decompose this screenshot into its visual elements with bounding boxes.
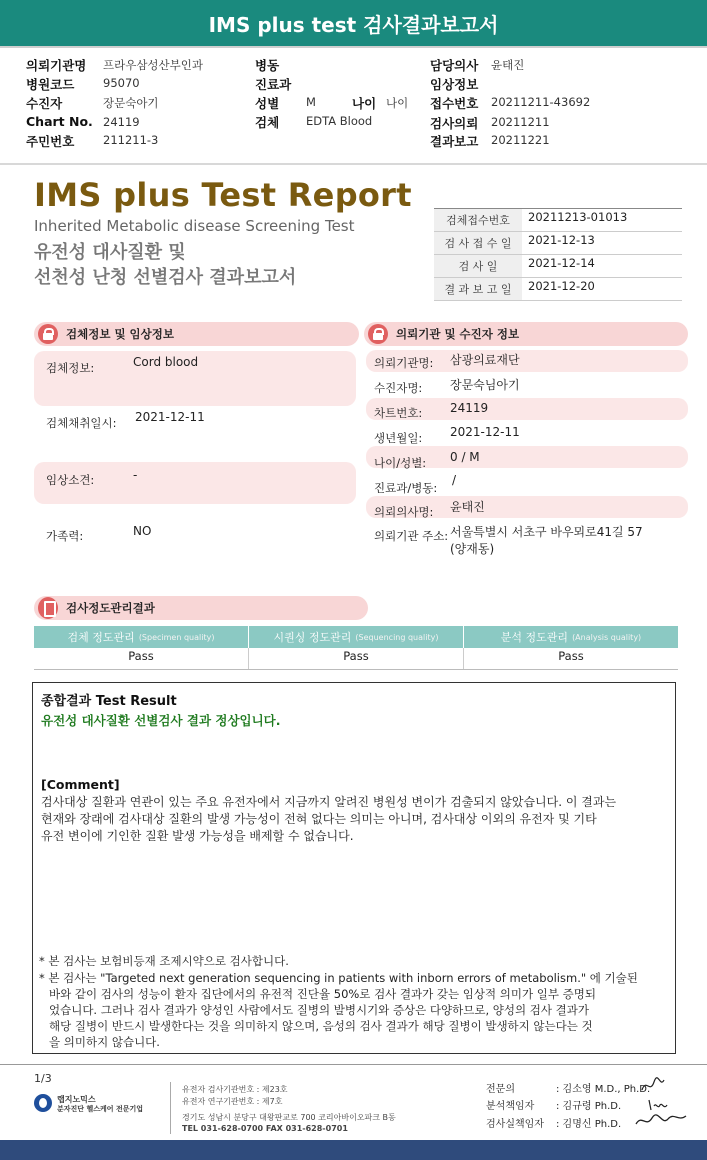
specimen-label: 검체채취일시: — [46, 416, 117, 430]
header-value: 윤태진 — [491, 58, 525, 72]
header-key: 접수번호 — [430, 96, 479, 111]
header-value: 장문숙아기 — [103, 96, 159, 110]
header-key: 의뢰기관명 — [26, 58, 87, 73]
note-line: 었습니다. 그러나 검사 결과가 양성인 사람에서도 질병의 발병시기와 증상은 다양하므로, 양성의 검사 결과가 — [49, 1003, 589, 1017]
qc-column-label-en: (Sequencing quality) — [355, 632, 439, 642]
note-line: 바와 같이 검사의 성능이 환자 집단에서의 유전적 진단율 50%로 검사 결과가 갖는 임상적 의미가 일부 증명되 — [49, 987, 596, 1001]
meta-value: 2021-12-14 — [528, 256, 595, 270]
document-title-bar — [0, 0, 707, 46]
specimen-label: 가족력: — [46, 529, 84, 543]
header-key: 성별 — [255, 96, 280, 111]
header-key: 수진자 — [26, 96, 63, 111]
clipboard-icon — [38, 597, 58, 619]
comment-line: 유전 변이에 기인한 질환 발생 가능성을 배제할 수 없습니다. — [41, 829, 354, 843]
note-line: * 본 검사는 보험비등재 조제시약으로 검사합니다. — [39, 954, 289, 968]
requester-value: / — [452, 473, 457, 487]
comment-heading: [Comment] — [41, 777, 120, 792]
report-title-ko-line1: 유전성 대사질환 및 — [34, 242, 186, 263]
header-value: 24119 — [103, 115, 140, 129]
header-key: Chart No. — [26, 114, 93, 129]
qc-section-title: 검사정도관리결과 — [66, 601, 155, 615]
requester-label: 의뢰기관 주소: — [374, 529, 449, 543]
qc-column-header — [249, 626, 464, 648]
specimen-label: 임상소견: — [46, 473, 95, 487]
signer-name: : 김명신 Ph.D. — [556, 1119, 622, 1130]
header-key: 진료과 — [255, 77, 292, 92]
specimen-section-title: 검체정보 및 임상정보 — [66, 327, 174, 341]
requester-value: 윤태진 — [450, 500, 485, 514]
signer-name: : 김규령 Ph.D. — [556, 1101, 622, 1112]
qc-column-label: 검체 정도관리 — [67, 631, 135, 644]
meta-key: 검 사 접 수 일 — [434, 232, 522, 254]
requester-value: 24119 — [450, 401, 489, 415]
specimen-value: 2021-12-11 — [135, 410, 205, 424]
comment-line: 검사대상 질환과 연관이 있는 주요 유전자에서 지금까지 알려진 병원성 변이가 검출되지 않았습니다. 이 결과는 — [41, 795, 617, 809]
requester-label: 나이/성별: — [374, 456, 427, 470]
meta-key: 결 과 보 고 일 — [434, 278, 522, 300]
header-key: 결과보고 — [430, 134, 479, 149]
requester-section-header — [364, 322, 688, 346]
comment-line: 현재와 장래에 검사대상 질환의 발생 가능성이 전혀 없다는 의미는 아니며, 검사대상 이외의 유전자 및 기타 — [41, 812, 597, 826]
requester-label: 진료과/병동: — [374, 481, 438, 495]
specimen-value: - — [133, 468, 138, 482]
lock-icon — [38, 324, 58, 344]
lock-icon — [368, 324, 388, 344]
footer-reg-line: 유전자 검사기관번호 : 제23호 — [182, 1085, 288, 1094]
header-key: 검사의뢰 — [430, 116, 479, 131]
requester-label: 수진자명: — [374, 381, 423, 395]
header-value: 프라우삼성산부인과 — [103, 58, 203, 72]
header-key: 검체 — [255, 115, 280, 130]
note-line: 을 의미하지 않습니다. — [49, 1035, 160, 1049]
signer-role: 검사실책임자 — [486, 1119, 544, 1130]
page-number: 1/3 — [34, 1072, 52, 1085]
document-title: IMS plus test 검사결과보고서 — [208, 12, 499, 37]
title-divider — [0, 46, 707, 48]
result-summary: 유전성 대사질환 선별검사 결과 정상입니다. — [41, 713, 281, 728]
requester-value: 0 / M — [450, 450, 480, 464]
meta-key: 검체접수번호 — [434, 209, 522, 231]
header-value: 20211211-43692 — [491, 95, 591, 109]
footer-reg-line: 유전자 연구기관번호 : 제7호 — [182, 1097, 283, 1106]
qc-section-header — [34, 596, 368, 620]
meta-value: 2021-12-20 — [528, 279, 595, 293]
footer-contact: TEL 031-628-0700 FAX 031-628-0701 — [182, 1124, 348, 1133]
qc-table — [34, 626, 678, 670]
meta-table — [434, 208, 682, 301]
company-logo-tagline: 분자진단 헬스케어 전문기업 — [57, 1105, 144, 1113]
header-value: 20211221 — [491, 133, 550, 147]
report-subtitle: Inherited Metabolic disease Screening Test — [34, 217, 355, 235]
specimen-section-header — [34, 322, 359, 346]
qc-value: Pass — [249, 648, 464, 669]
qc-value: Pass — [34, 648, 249, 669]
header-value: M — [306, 95, 316, 109]
meta-key: 검 사 일 — [434, 255, 522, 277]
header-value: 20211211 — [491, 115, 550, 129]
requester-label: 차트번호: — [374, 406, 423, 420]
requester-section-title: 의뢰기관 및 수진자 정보 — [396, 327, 520, 341]
meta-value: 2021-12-13 — [528, 233, 595, 247]
report-title: IMS plus Test Report — [34, 176, 412, 214]
requester-label: 의뢰기관명: — [374, 356, 434, 370]
report-title-ko-line2: 선천성 난청 선별검사 결과보고서 — [34, 267, 297, 288]
bottom-bar — [0, 1140, 707, 1160]
meta-row — [434, 255, 682, 278]
meta-row — [434, 232, 682, 255]
header-key: 나이 — [352, 96, 377, 111]
signer-role: 전문의 — [486, 1084, 515, 1095]
header-key: 주민번호 — [26, 134, 75, 149]
requester-label: 의뢰의사명: — [374, 505, 434, 519]
note-line: 해당 질병이 반드시 발생한다는 것을 의미하지 않으며, 음성의 검사 결과가 해당 질병이 발생하지 않는다는 것 — [49, 1019, 593, 1033]
header-value: 나이 — [386, 96, 409, 110]
requester-value: 장문숙님아기 — [450, 378, 520, 392]
header-divider — [0, 163, 707, 165]
qc-column-label: 시퀀싱 정도관리 — [273, 631, 352, 644]
requester-value: 2021-12-11 — [450, 425, 520, 439]
specimen-value: NO — [133, 524, 152, 538]
header-key: 임상정보 — [430, 77, 479, 92]
company-logo-name: 랩지노믹스 — [57, 1095, 96, 1104]
qc-value-row — [34, 648, 678, 670]
requester-address-line1: 서울특별시 서초구 바우뫼로41길 57 — [450, 525, 643, 539]
result-heading: 종합결과 Test Result — [41, 694, 177, 709]
header-value: 95070 — [103, 76, 140, 90]
qc-value: Pass — [558, 649, 584, 663]
signature-1 — [640, 1074, 666, 1096]
footer-address: 경기도 성남시 분당구 대왕판교로 700 코리아바이오파크 B동 — [182, 1113, 396, 1122]
qc-column-header — [464, 626, 678, 648]
qc-column-label: 분석 정도관리 — [500, 631, 569, 644]
qc-column-header — [34, 626, 249, 648]
qc-column-label-en: (Analysis quality) — [572, 632, 642, 642]
requester-value: 삼광의료재단 — [450, 353, 520, 367]
qc-header-row — [34, 626, 678, 648]
header-value: EDTA Blood — [306, 114, 373, 128]
meta-row — [434, 278, 682, 301]
header-value: 211211-3 — [103, 133, 159, 147]
note-line: * 본 검사는 "Targeted next generation sequencing in patients with inborn errors of metabolism." 에 기술된 — [39, 971, 638, 985]
footer-vertical-divider — [170, 1082, 171, 1134]
signature-3 — [634, 1110, 688, 1130]
header-key: 병원코드 — [26, 77, 75, 92]
specimen-value: Cord blood — [133, 355, 199, 369]
requester-address-line2: (양재동) — [450, 542, 495, 556]
company-logo-icon — [34, 1094, 52, 1112]
signer-role: 분석책임자 — [486, 1101, 535, 1112]
requester-label: 생년월일: — [374, 431, 423, 445]
qc-column-label-en: (Specimen quality) — [138, 632, 215, 642]
specimen-label: 검체정보: — [46, 361, 95, 375]
footer-divider — [0, 1064, 707, 1065]
header-key: 병동 — [255, 58, 280, 73]
result-box — [32, 682, 676, 1054]
meta-value: 20211213-01013 — [528, 210, 628, 224]
signer-name: : 김소영 M.D., Ph.D. — [556, 1084, 651, 1095]
header-key: 담당의사 — [430, 58, 479, 73]
meta-row — [434, 209, 682, 232]
